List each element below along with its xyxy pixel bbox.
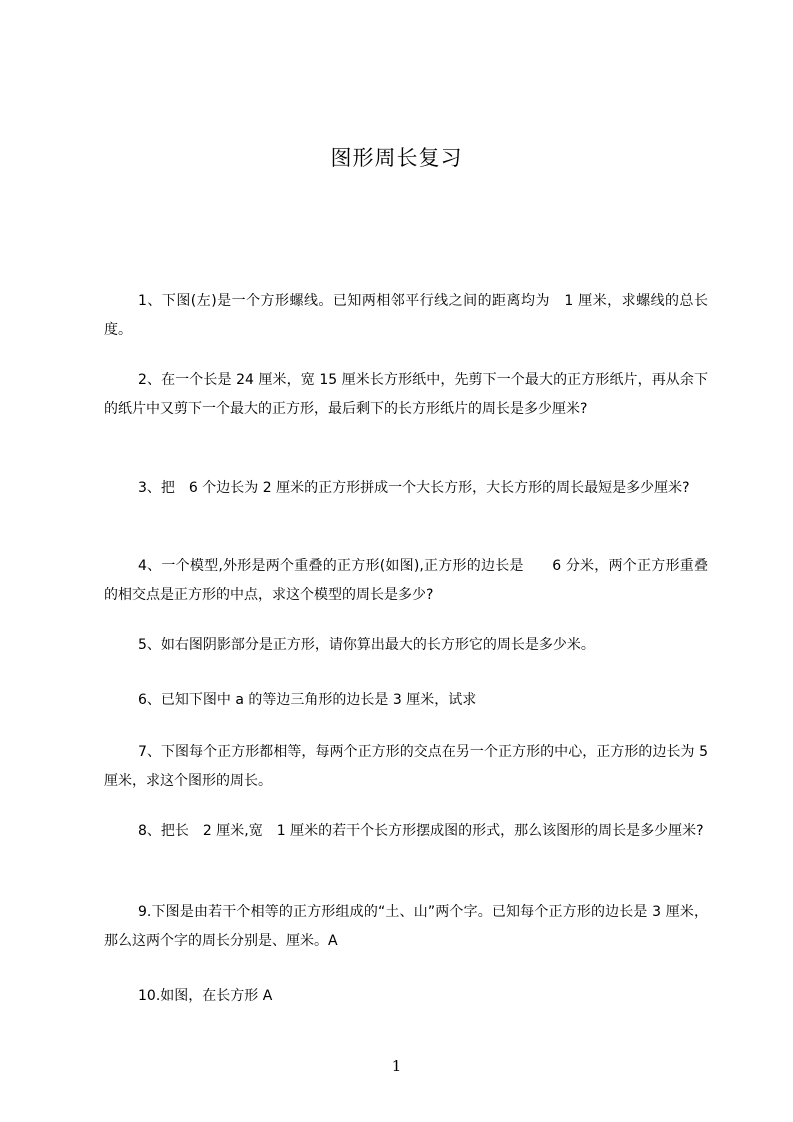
page-title: 图形周长复习 <box>330 146 463 170</box>
page-number: 1 <box>391 1057 402 1075</box>
question-9: 9.下图是由若干个相等的正方形组成的“土、山”两个字。已知每个正方形的边长是 3 厘米，那么这两个字的周长分别是、厘米。A <box>104 904 708 949</box>
question-1: 1、下图(左)是一个方形螺线。已知两相邻平行线之间的距离均为 1 厘米，求螺线的总长度。 <box>104 293 708 338</box>
question-6: 6、已知下图中 a 的等边三角形的边长是 3 厘米，试求 <box>138 692 477 708</box>
question-4: 4、一个模型,外形是两个重叠的正方形(如图),正方形的边长是 6 分米，两个正方形重叠的相交点是正方形的中点，求这个模型的周长是多少? <box>104 558 708 603</box>
question-8: 8、把长 2 厘米,宽 1 厘米的若干个长方形摆成图的形式，那么该图形的周长是多少厘米? <box>138 823 704 839</box>
question-3: 3、把 6 个边长为 2 厘米的正方形拼成一个大长方形，大长方形的周长最短是多少厘米? <box>138 480 690 496</box>
question-2: 2、在一个长是 24 厘米，宽 15 厘米长方形纸中，先剪下一个最大的正方形纸片，再从余下的纸片中又剪下一个最大的正方形，最后剩下的长方形纸片的周长是多少厘米? <box>104 372 708 417</box>
question-10: 10.如图，在长方形 A <box>138 988 273 1004</box>
question-5: 5、如右图阴影部分是正方形，请你算出最大的长方形它的周长是多少米。 <box>138 637 595 653</box>
question-7: 7、下图每个正方形都相等，每两个正方形的交点在另一个正方形的中心，正方形的边长为 5 厘米，求这个图形的周长。 <box>104 744 708 789</box>
